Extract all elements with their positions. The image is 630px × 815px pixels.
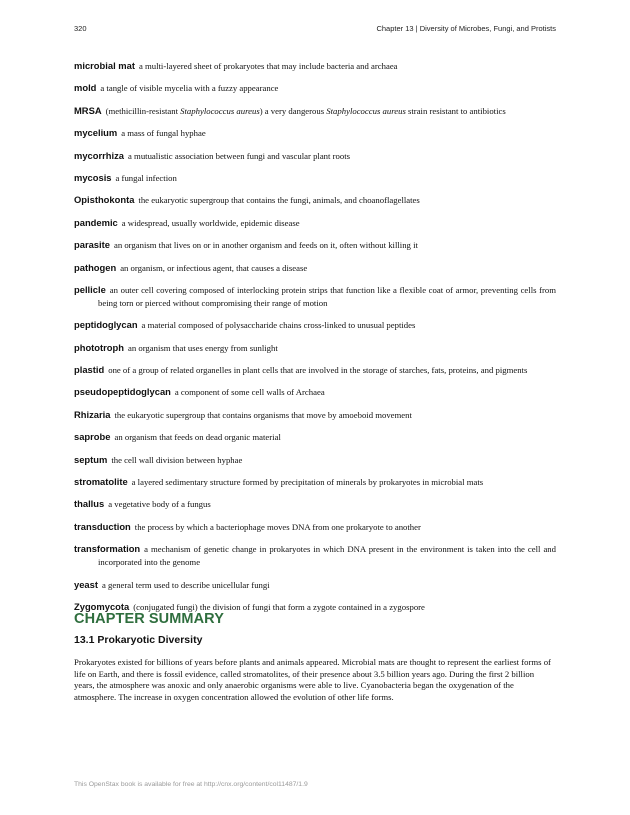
glossary-entry: [74, 283, 556, 310]
glossary-definition: a mass of fungal hyphae: [121, 128, 206, 139]
summary-paragraph: Prokaryotes existed for billions of years before plants and animals appeared. Microbial mats are thought to represent the earliest forms of life on Earth, and there is fossil evidence, called stromatolites, of their presence about 3.5 billion years ago. During the first 2 billion years, the atmosphere was anoxic and only anaerobic organisms were able to live. Cyanobacteria began the oxygenation of the atmosphere. The increase in oxygen concentration allowed the evolution of other life forms.: [74, 657, 551, 702]
chapter-title: Chapter 13 | Diversity of Microbes, Fungi, and Protists: [376, 24, 556, 33]
glossary-entry: [74, 216, 556, 230]
glossary-list: [74, 59, 556, 622]
glossary-definition: a component of some cell walls of Archaea: [174, 387, 325, 398]
glossary-entry: [74, 578, 556, 592]
glossary-entry: [74, 193, 556, 207]
glossary-definition: one of a group of related organelles in plant cells that are involved in the storage of starches, fats, proteins, and pigments: [108, 365, 528, 376]
glossary-entry: [74, 126, 556, 140]
glossary-entry: [74, 261, 556, 275]
glossary-entry: [74, 149, 556, 163]
glossary-term: peptidoglycan: [74, 319, 138, 331]
glossary-definition-species: Staphylococcus aureus: [180, 105, 260, 116]
glossary-term: pathogen: [74, 261, 117, 273]
glossary-term: MRSA: [74, 104, 102, 116]
glossary-definition: (conjugated fungi) the division of fungi that form a zygote contained in a zygospore: [133, 601, 425, 612]
glossary-entry: [74, 81, 556, 95]
glossary-term: pandemic: [74, 216, 118, 228]
footer-note: This OpenStax book is available for free at http://cnx.org/content/col11487/1.9: [74, 781, 308, 788]
glossary-entry: [74, 104, 556, 118]
glossary-term: mold: [74, 82, 97, 94]
glossary-entry: [74, 475, 556, 489]
glossary-term: microbial mat: [74, 60, 135, 71]
glossary-definition: a mechanism of genetic change in prokaryotes in which DNA present in the environment is taken into the cell and incorporated into the genome: [98, 544, 556, 568]
chapter-summary-heading: CHAPTER SUMMARY: [74, 611, 224, 627]
glossary-definition: a multi-layered sheet of prokaryotes that may include bacteria and archaea: [138, 61, 398, 71]
glossary-term: pellicle: [74, 283, 106, 295]
glossary-definition: an organism that uses energy from sunlight: [127, 342, 278, 353]
glossary-term: parasite: [74, 239, 110, 251]
glossary-term: Zygomycota: [74, 600, 130, 612]
glossary-entry: [74, 520, 556, 534]
glossary-definition-part: strain resistant to antibiotics: [405, 105, 506, 116]
glossary-entry: [74, 385, 556, 399]
glossary-term: plastid: [74, 364, 105, 376]
glossary-definition: a widespread, usually worldwide, epidemic disease: [121, 217, 300, 228]
glossary-term: mycelium: [74, 127, 118, 139]
section-title: 13.1 Prokaryotic Diversity: [74, 634, 203, 646]
glossary-definition: a material composed of polysaccharide chains cross-linked to unusual peptides: [141, 320, 416, 331]
glossary-definition: an outer cell covering composed of interlocking protein strips that function like a flexible coat of armor, preventing cells from being torn or pierced without compromising their range of motion: [98, 284, 556, 308]
glossary-definition-species: Staphylococcus aureus: [326, 105, 406, 116]
glossary-term: transformation: [74, 543, 141, 555]
glossary-definition: a layered sedimentary structure formed by precipitation of minerals by prokaryotes in microbial mats: [131, 477, 484, 488]
glossary-definition: the cell wall division between hyphae: [111, 454, 243, 465]
glossary-entry: [74, 497, 556, 511]
glossary-entry: [74, 238, 556, 252]
glossary-entry: [74, 430, 556, 444]
glossary-term: Rhizaria: [74, 408, 111, 420]
glossary-term: pseudopeptidoglycan: [74, 386, 171, 398]
glossary-term: transduction: [74, 520, 131, 532]
glossary-definition: an organism that lives on or in another organism and feeds on it, often without killing it: [113, 240, 418, 251]
glossary-term: mycosis: [74, 171, 112, 183]
glossary-entry: [74, 542, 556, 569]
glossary-term: yeast: [74, 578, 98, 590]
glossary-term: stromatolite: [74, 476, 128, 488]
glossary-definition: the eukaryotic supergroup that contains organisms that move by amoeboid movement: [114, 409, 412, 420]
glossary-term: saprobe: [74, 431, 111, 443]
glossary-term: mycorrhiza: [74, 149, 125, 161]
glossary-term: thallus: [74, 498, 105, 510]
glossary-entry: [74, 408, 556, 422]
glossary-definition: a mutualistic association between fungi and vascular plant roots: [128, 150, 350, 161]
glossary-term: phototroph: [74, 341, 124, 353]
glossary-entry: [74, 59, 556, 73]
glossary-definition: the process by which a bacteriophage moves DNA from one prokaryote to another: [134, 521, 421, 532]
glossary-definition: a vegetative body of a fungus: [108, 499, 211, 510]
page-number: 320: [74, 24, 87, 33]
glossary-entry: [74, 171, 556, 185]
glossary-definition: an organism that feeds on dead organic material: [114, 432, 281, 443]
glossary-definition-part: (methicillin-resistant: [105, 105, 181, 116]
glossary-entry: [74, 341, 556, 355]
glossary-term: septum: [74, 453, 108, 465]
glossary-definition: a fungal infection: [115, 172, 177, 183]
glossary-entry: [74, 318, 556, 332]
glossary-definition-part: ) a very dangerous: [259, 105, 327, 116]
glossary-definition: the eukaryotic supergroup that contains the fungi, animals, and choanoflagellates: [138, 195, 420, 206]
glossary-definition: a tangle of visible mycelia with a fuzzy appearance: [100, 83, 279, 94]
running-header: [74, 24, 556, 38]
glossary-term: Opisthokonta: [74, 194, 135, 206]
glossary-entry: [74, 363, 556, 377]
glossary-definition: an organism, or infectious agent, that causes a disease: [120, 262, 308, 273]
glossary-definition: a general term used to describe unicellular fungi: [101, 579, 270, 590]
glossary-entry: [74, 453, 556, 467]
